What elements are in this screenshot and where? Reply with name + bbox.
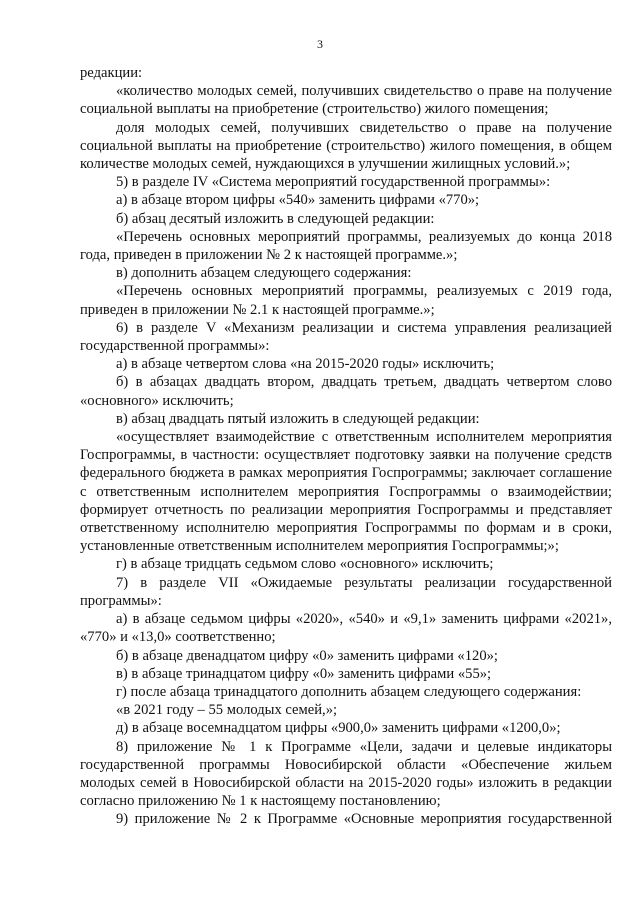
paragraph: б) абзац десятый изложить в следующей редакции: (116, 210, 435, 227)
paragraph: в) дополнить абзацем следующего содержания: (116, 265, 412, 282)
paragraph: б) в абзацах двадцать втором, двадцать третьем, двадцать четвертом слово «основного» исключить; (80, 374, 612, 409)
paragraph: 5) в разделе IV «Система мероприятий государственной программы»: (116, 174, 551, 191)
paragraph: «осуществляет взаимодействие с ответственным исполнителем мероприятия Госпрограммы, в частности: осуществляет подготовку заявки на получение средств федерального бюджета в рамках мероприятия Госпрограммы; заключает соглашение с ответственным исполнителем мероприятия Госпрограммы о взаимодействии; формирует отчетность по реализации мероприятия Госпрограммы и представляет ответственному исполнителю мероприятия Госпрограммы по формам и в сроки, установленные ответственным исполнителем мероприятия Госпрограммы;»; (80, 429, 612, 555)
paragraph: 9) приложение № 2 к Программе «Основные мероприятия государственной (116, 811, 612, 828)
paragraph: редакции: (80, 65, 143, 81)
paragraph: а) в абзаце втором цифры «540» заменить цифрами «770»; (116, 192, 480, 209)
paragraph: б) в абзаце двенадцатом цифру «0» заменить цифрами «120»; (116, 647, 498, 664)
paragraph: а) в абзаце четвертом слова «на 2015-2020 годы» исключить; (116, 356, 495, 373)
paragraph: «в 2021 году – 55 молодых семей,»; (116, 702, 338, 719)
paragraph: в) в абзаце тринадцатом цифру «0» заменить цифрами «55»; (116, 665, 492, 682)
paragraph: 6) в разделе V «Механизм реализации и система управления реализацией государственной программы»: (80, 319, 612, 355)
paragraph: а) в абзаце седьмом цифры «2020», «540» и «9,1» заменить цифрами «2021», «770» и «13,0» соответственно; (80, 611, 612, 646)
paragraph: г) в абзаце тридцать седьмом слово «основного» исключить; (116, 556, 494, 573)
paragraph: 8) приложение № 1 к Программе «Цели, задачи и целевые индикаторы государственной программы Новосибирской области «Обеспечение жильем молодых семей в Новосибирской области на 2015-2020 годы» изложить в редакции согласно приложению № 1 к настоящему постановлению; (80, 738, 612, 810)
document-body (80, 64, 612, 829)
page-number: 3 (317, 37, 323, 51)
paragraph: д) в абзаце восемнадцатом цифры «900,0» заменить цифрами «1200,0»; (116, 720, 561, 737)
paragraph: г) после абзаца тринадцатого дополнить абзацем следующего содержания: (116, 683, 582, 700)
paragraph: 7) в разделе VII «Ожидаемые результаты реализации государственной программы»: (80, 574, 612, 609)
paragraph: «количество молодых семей, получивших свидетельство о праве на получение социальной выплаты на приобретение (строительство) жилого помещения; (80, 83, 612, 118)
paragraph: в) абзац двадцать пятый изложить в следующей редакции: (116, 410, 480, 427)
paragraph: «Перечень основных мероприятий программы, реализуемых до конца 2018 года, приведен в приложении № 2 к настоящей программе.»; (80, 228, 612, 264)
paragraph: доля молодых семей, получивших свидетельство о праве на получение социальной выплаты на приобретение (строительство) жилого помещения, в общем количестве молодых семей, нуждающихся в улучшении жилищных условий.»; (80, 119, 612, 173)
paragraph: «Перечень основных мероприятий программы, реализуемых с 2019 года, приведен в приложении № 2.1 к настоящей программе.»; (80, 283, 612, 318)
